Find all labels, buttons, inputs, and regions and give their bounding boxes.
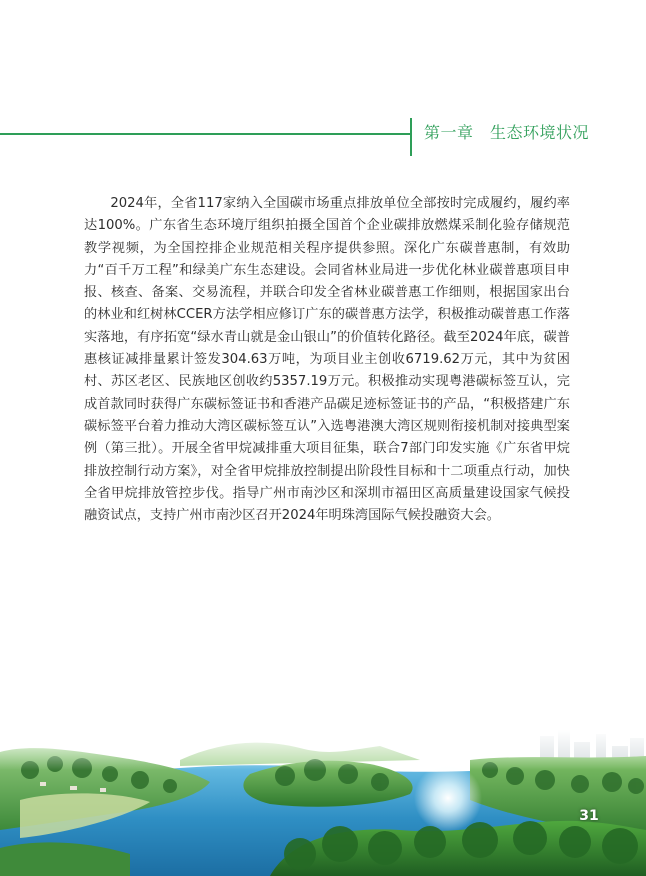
chapter-title: 第一章 生态环境状况 xyxy=(424,123,590,142)
header-rule xyxy=(0,133,410,135)
page-number: 31 xyxy=(579,808,599,824)
body-paragraph: 2024年，全省117家纳入全国碳市场重点排放单位全部按时完成履约，履约率达100%。广东省生态环境厅组织拍摄全国首个企业碳排放燃煤采制化验存储规范教学视频，为全国控排企业规范相关程序提供参照。深化广东碳普惠制，有效助力“百千万工程”和绿美广东生态建设。会同省林业局进一步优化林业碳普惠项目申报、核查、备案、交易流程，并联合印发全省林业碳普惠工作细则，根据国家出台的林业和红树林CCER方法学相应修订广东的碳普惠方法学，积极推动碳普惠工作落实落地，有序拓宽“绿水青山就是金山银山”的价值转化路径。截至2024年底，碳普惠核证减排量累计签发304.63万吨，为项目业主创收6719.62万元，其中为贫困村、苏区老区、民族地区创收约5357.19万元。积极推动实现粤港碳标签互认，完成首款同时获得广东碳标签证书和香港产品碳足迹标签证书的产品，“积极搭建广东碳标签平台着力推动大湾区碳标签互认”入选粤港澳大湾区规则衔接机制对接典型案例（第三批）。开展全省甲烷减排重大项目征集，联合7部门印发实施《广东省甲烷排放控制行动方案》，对全省甲烷排放控制提出阶段性目标和十二项重点行动，加快全省甲烷排放管控步伐。指导广州市南沙区和深圳市福田区高质量建设国家气候投融资试点，支持广州市南沙区召开2024年明珠湾国际气候投融资大会。 xyxy=(84,196,570,524)
landscape-illustration xyxy=(0,730,646,876)
header-divider xyxy=(410,118,412,156)
